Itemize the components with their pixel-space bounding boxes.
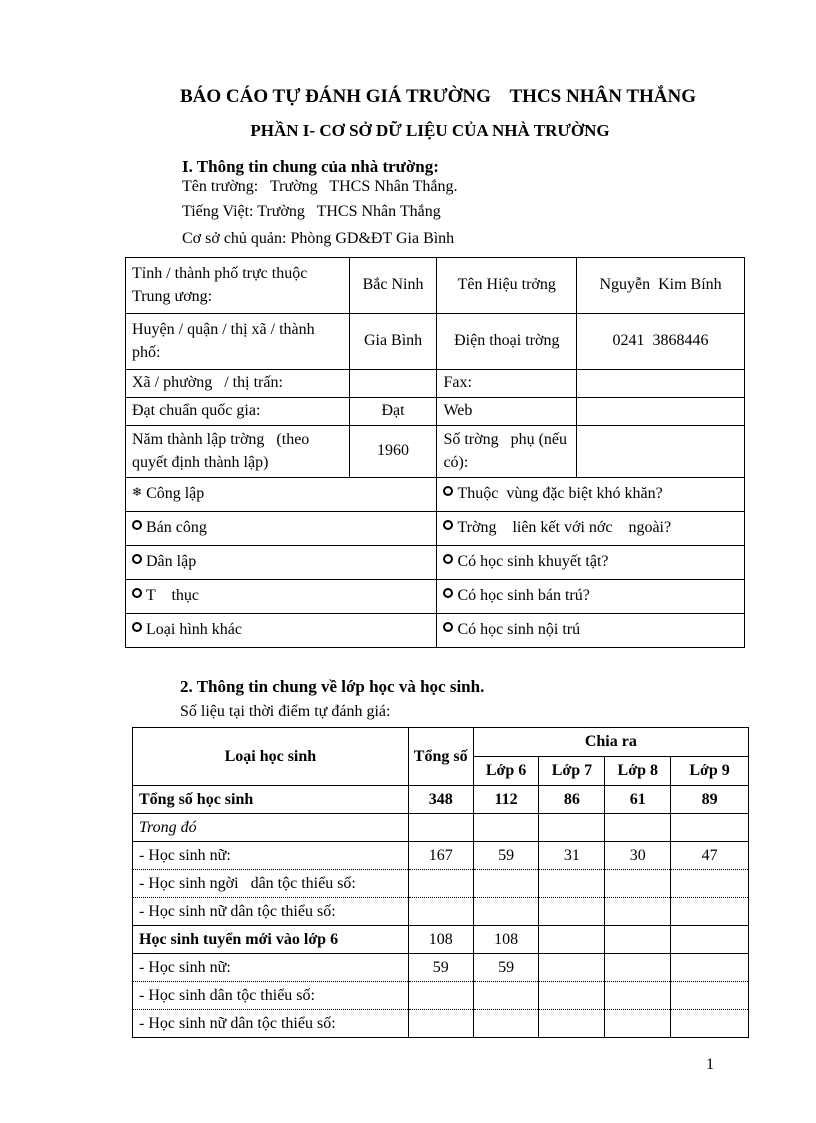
table-row [133,1010,749,1038]
cell-grade-9 [671,814,749,842]
row-label: - Học sinh nữ: [133,842,409,870]
circle-bullet-icon [132,520,142,530]
header-grade-9: Lớp 9 [671,757,749,786]
cell-total: 348 [408,786,473,814]
circle-bullet-icon [443,554,453,564]
cell-grade-6 [473,1010,539,1038]
circle-bullet-icon [443,486,453,496]
commune-label: Xã / phường / thị trấn: [126,370,350,398]
header-grade-6: Lớp 6 [473,757,539,786]
row-label: Tổng số học sinh [133,786,409,814]
fax-value [577,370,745,398]
cell-grade-8 [605,954,671,982]
table-row [133,842,749,870]
vietnamese-name-line: Tiếng Việt: Trường THCS Nhân Thắng [182,203,441,220]
cell-total [408,1010,473,1038]
school-info-table [125,257,745,648]
cell-grade-7 [539,870,605,898]
circle-bullet-icon [443,520,453,530]
table-row [133,954,749,982]
circle-bullet-icon [132,622,142,632]
option-other-type: Loại hình khác [126,614,437,648]
province-label: Tỉnh / thành phố trực thuộc Trung ương: [126,258,350,314]
cell-grade-6 [473,982,539,1010]
option-boarding: Có học sinh nội trú [437,614,745,648]
founded-label: Năm thành lập trờng (theo quyết định thành lập) [126,426,350,478]
cell-total: 59 [408,954,473,982]
cell-grade-9 [671,1010,749,1038]
option-public: ❄ Công lập [126,478,437,512]
circle-bullet-icon [443,622,453,632]
sub-schools-value [577,426,745,478]
governing-body-line: Cơ sở chủ quản: Phòng GD&ĐT Gia Bình [182,230,455,247]
principal-value: Nguyễn Kim Bính [577,258,745,314]
cell-grade-6: 59 [473,954,539,982]
cell-total: 108 [408,926,473,954]
table-row [133,870,749,898]
section2-heading: 2. Thông tin chung về lớp học và học sinh. [180,677,485,696]
cell-grade-9 [671,954,749,982]
phone-value: 0241 3868446 [577,314,745,370]
cell-grade-6 [473,870,539,898]
cell-grade-8 [605,982,671,1010]
table-row [133,982,749,1010]
school-name-line: Tên trường: Trường THCS Nhân Thắng. [182,178,458,195]
district-label: Huyện / quận / thị xã / thành phố: [126,314,350,370]
cell-grade-7 [539,982,605,1010]
table-row [133,898,749,926]
option-semi-public: Bán công [126,512,437,546]
student-table [132,727,749,1038]
option-remote-area: Thuộc vùng đặc biệt khó khăn? [437,478,745,512]
option-disabled-students: Có học sinh khuyết tật? [437,546,745,580]
page-number: 1 [706,1056,714,1073]
row-label: - Học sinh nữ dân tộc thiểu số: [133,898,409,926]
cell-total: 167 [408,842,473,870]
header-total: Tổng số [408,728,473,786]
row-label: - Học sinh nữ dân tộc thiểu số: [133,1010,409,1038]
phone-label: Điện thoại trờng [437,314,577,370]
cell-grade-7 [539,954,605,982]
cell-grade-9 [671,982,749,1010]
cell-grade-6 [473,898,539,926]
national-standard-value: Đạt [349,398,437,426]
section1-heading: I. Thông tin chung của nhà trường: [182,157,439,176]
cell-grade-9 [671,898,749,926]
table-row [133,786,749,814]
cell-total [408,982,473,1010]
national-standard-label: Đạt chuẩn quốc gia: [126,398,350,426]
snowflake-icon: ❄ [132,485,143,500]
cell-grade-9 [671,870,749,898]
cell-total [408,814,473,842]
cell-total [408,870,473,898]
header-grade-7: Lớp 7 [539,757,605,786]
cell-grade-8 [605,814,671,842]
table-row [133,814,749,842]
cell-total [408,898,473,926]
cell-grade-7 [539,814,605,842]
cell-grade-6: 112 [473,786,539,814]
cell-grade-8 [605,870,671,898]
district-value: Gia Bình [349,314,437,370]
cell-grade-9: 47 [671,842,749,870]
cell-grade-6: 59 [473,842,539,870]
cell-grade-8 [605,898,671,926]
circle-bullet-icon [132,588,142,598]
founded-value: 1960 [349,426,437,478]
option-foreign-link: Trờng liên kết với nớc ngoài? [437,512,745,546]
cell-grade-9 [671,926,749,954]
option-private: T thục [126,580,437,614]
circle-bullet-icon [443,588,453,598]
option-semi-boarding: Có học sinh bán trú? [437,580,745,614]
fax-label: Fax: [437,370,577,398]
report-title: BÁO CÁO TỰ ĐÁNH GIÁ TRƯỜNG THCS NHÂN THẮNG [179,86,697,107]
header-split: Chia ra [473,728,748,757]
cell-grade-8 [605,926,671,954]
cell-grade-9: 89 [671,786,749,814]
commune-value [349,370,437,398]
header-student-type: Loại học sinh [133,728,409,786]
web-value [577,398,745,426]
cell-grade-6: 108 [473,926,539,954]
cell-grade-8: 61 [605,786,671,814]
cell-grade-7: 86 [539,786,605,814]
province-value: Bắc Ninh [349,258,437,314]
cell-grade-8: 30 [605,842,671,870]
cell-grade-7 [539,926,605,954]
row-label: - Học sinh ngời dân tộc thiểu số: [133,870,409,898]
cell-grade-8 [605,1010,671,1038]
cell-grade-7: 31 [539,842,605,870]
header-grade-8: Lớp 8 [605,757,671,786]
option-people-founded: Dân lập [126,546,437,580]
row-label: - Học sinh nữ: [133,954,409,982]
row-label: Học sinh tuyển mới vào lớp 6 [133,926,409,954]
part-title: PHẦN I- CƠ SỞ DỮ LIỆU CỦA NHÀ TRƯỜNG [250,121,610,140]
cell-grade-7 [539,898,605,926]
sub-schools-label: Số trờng phụ (nếu có): [437,426,577,478]
web-label: Web [437,398,577,426]
principal-label: Tên Hiệu trởng [437,258,577,314]
table-row [133,926,749,954]
row-label: Trong đó [133,814,409,842]
circle-bullet-icon [132,554,142,564]
cell-grade-7 [539,1010,605,1038]
cell-grade-6 [473,814,539,842]
section2-note: Số liệu tại thời điểm tự đánh giá: [180,703,391,720]
row-label: - Học sinh dân tộc thiểu số: [133,982,409,1010]
